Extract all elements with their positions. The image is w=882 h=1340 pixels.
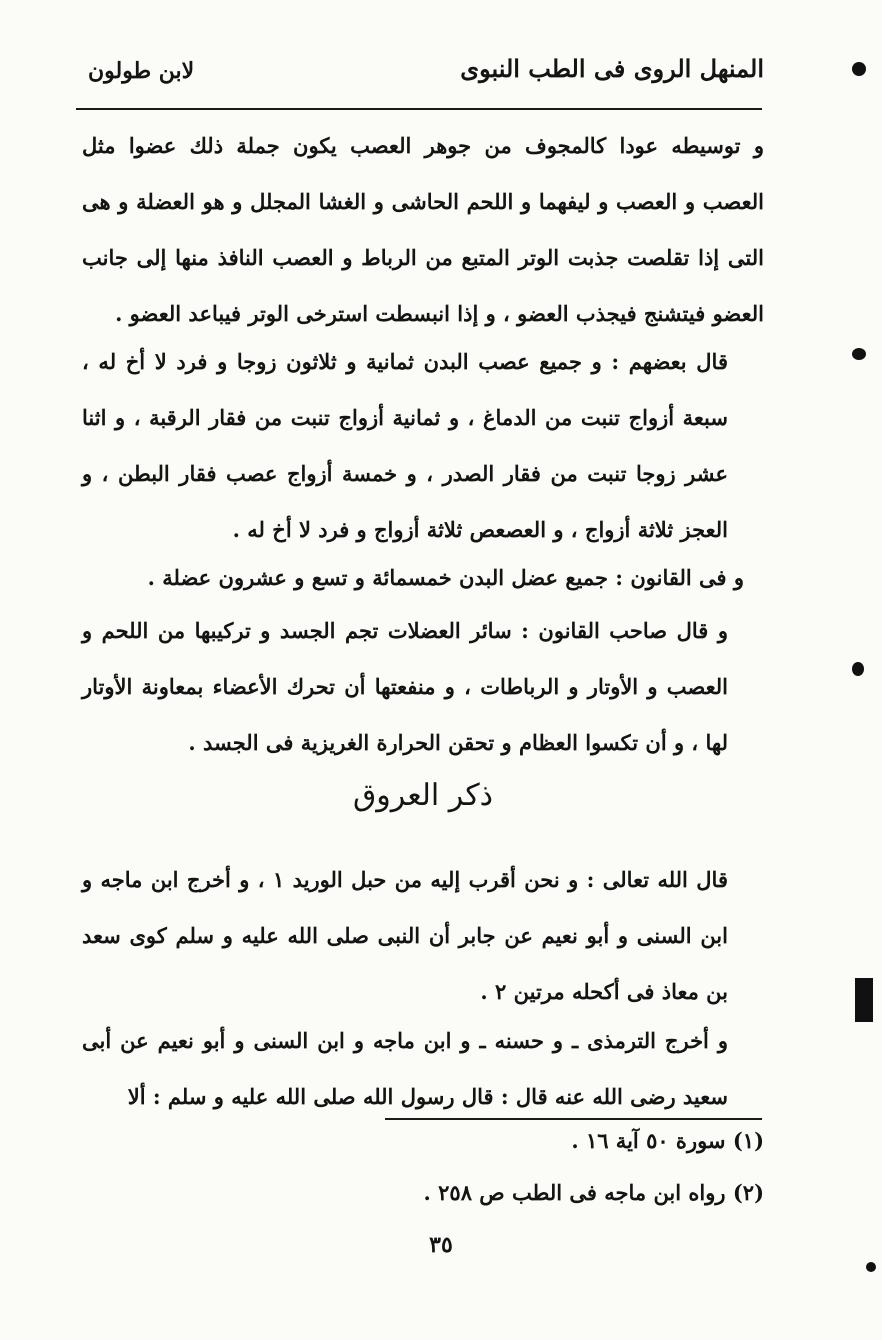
body-paragraph: و قال صاحب القانون : سائر العضلات تجم الجسد و تركيبها من اللحم و العصب و الأوتار و الرباطات ، و منفعتها أن تحرك الأعضاء بمعاونة الأوتار لها ، و أن تكسوا العظام و تحقن الحرارة الغريزية فى الجسد . (82, 618, 728, 755)
scan-mark (855, 978, 873, 1022)
scan-mark (852, 62, 866, 76)
page-number: ٣٥ (429, 1232, 453, 1258)
body-paragraph: قال الله تعالى : و نحن أقرب إليه من حبل الوريد ١ ، و أخرج ابن ماجه و ابن السنى و أبو نعيم عن جابر أن النبى صلى الله عليه و سلم كوى سعد بن معاذ فى أكحله مرتين ٢ . (82, 867, 728, 1004)
footnote: (٢) رواه ابن ماجه فى الطب ص ٢٥٨ . (423, 1180, 764, 1205)
footnote-rule (385, 1118, 762, 1120)
scan-mark (866, 1262, 876, 1272)
body-paragraph: قال بعضهم : و جميع عصب البدن ثمانية و ثلاثون زوجا و فرد لا أخ له ، سبعة أزواج تنبت من الدماغ ، و ثمانية أزواج تنبت من فقار الرقبة ، و اثنا عشر زوجا تنبت من فقار الصدر ، و خمسة أزواج عصب فقار البطن ، و العجز ثلاثة أزواج ، و العصعص ثلاثة أزواج و فرد لا أخ له . (82, 349, 728, 542)
body-paragraph: و توسيطه عودا كالمجوف من جوهر العصب يكون جملة ذلك عضوا مثل العصب و العصب و ليفهما و اللحم الحاشى و الغشا المجلل و هو العضلة و هى التى إذا تقلصت جذبت الوتر المتبع من الرباط و العصب النافذ منها إلى جانب العضو فيتشنج فيجذب العضو ، و إذا انبسطت استرخى الوتر فيباعد العضو . (82, 133, 764, 326)
running-header-author: لابن طولون (88, 58, 195, 84)
header-rule (76, 108, 762, 110)
body-paragraph: و فى القانون : جميع عضل البدن خمسمائة و تسع و عشرون عضلة . (147, 565, 744, 590)
body-paragraph: و أخرج الترمذى ـ و حسنه ـ و ابن ماجه و ابن السنى و أبو نعيم عن أبى سعيد رضى الله عنه قال : قال رسول الله صلى الله عليه و سلم : ألا (82, 1028, 728, 1109)
footnote: (١) سورة ٥٠ آية ١٦ . (571, 1128, 764, 1153)
section-heading: ذكر العروق (353, 778, 493, 813)
running-header-title: المنهل الروى فى الطب النبوى (460, 54, 764, 83)
scan-mark (852, 348, 866, 360)
scan-mark (852, 662, 864, 676)
